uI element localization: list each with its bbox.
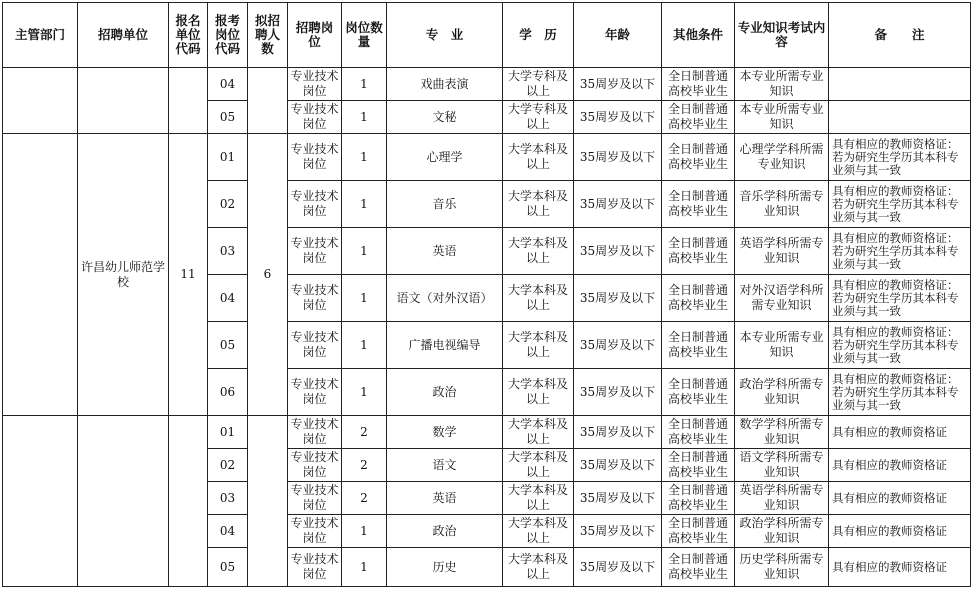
header-hire-count: 拟招聘人数 (248, 3, 288, 68)
notes-cell: 具有相应的教师资格证 (829, 515, 971, 548)
post-code-cell: 02 (208, 181, 248, 228)
exam-content-cell: 本专业所需专业知识 (735, 68, 829, 101)
quantity-cell: 1 (342, 101, 387, 134)
post-code-cell: 04 (208, 275, 248, 322)
notes-cell: 具有相应的教师资格证 (829, 482, 971, 515)
post-cell: 专业技术岗位 (288, 369, 342, 416)
header-notes: 备 注 (829, 3, 971, 68)
exam-content-cell: 对外汉语学科所需专业知识 (735, 275, 829, 322)
notes-cell: 具有相应的教师资格证：若为研究生学历其本科专业须与其一致 (829, 369, 971, 416)
table-row (3, 68, 971, 101)
table-row (3, 416, 971, 449)
post-code-cell: 05 (208, 548, 248, 587)
post-code-cell: 02 (208, 449, 248, 482)
post-code-cell: 05 (208, 101, 248, 134)
unit-code-cell: 11 (169, 134, 208, 416)
exam-content-cell: 音乐学科所需专业知识 (735, 181, 829, 228)
conditions-cell: 全日制普通高校毕业生 (662, 275, 735, 322)
quantity-cell: 1 (342, 134, 387, 181)
education-cell: 大学本科及以上 (503, 515, 574, 548)
header-unit: 招聘单位 (78, 3, 169, 68)
quantity-cell: 1 (342, 548, 387, 587)
quantity-cell: 1 (342, 369, 387, 416)
conditions-cell: 全日制普通高校毕业生 (662, 134, 735, 181)
exam-content-cell: 本专业所需专业知识 (735, 322, 829, 369)
notes-cell: 具有相应的教师资格证：若为研究生学历其本科专业须与其一致 (829, 275, 971, 322)
exam-content-cell: 政治学科所需专业知识 (735, 369, 829, 416)
header-exam-content: 专业知识考试内容 (735, 3, 829, 68)
major-cell: 数学 (387, 416, 503, 449)
age-cell: 35周岁及以下 (574, 275, 662, 322)
conditions-cell: 全日制普通高校毕业生 (662, 228, 735, 275)
conditions-cell: 全日制普通高校毕业生 (662, 548, 735, 587)
conditions-cell: 全日制普通高校毕业生 (662, 369, 735, 416)
table-body (3, 68, 971, 587)
quantity-cell: 1 (342, 515, 387, 548)
major-cell: 语文 (387, 449, 503, 482)
education-cell: 大学本科及以上 (503, 275, 574, 322)
exam-content-cell: 心理学学科所需专业知识 (735, 134, 829, 181)
conditions-cell: 全日制普通高校毕业生 (662, 449, 735, 482)
header-post: 招聘岗位 (288, 3, 342, 68)
notes-cell: 具有相应的教师资格证 (829, 416, 971, 449)
major-cell: 语文（对外汉语） (387, 275, 503, 322)
hire-count-cell (248, 416, 288, 587)
notes-cell: 具有相应的教师资格证：若为研究生学历其本科专业须与其一致 (829, 228, 971, 275)
quantity-cell: 2 (342, 449, 387, 482)
department-cell (3, 134, 78, 416)
post-code-cell: 01 (208, 416, 248, 449)
conditions-cell: 全日制普通高校毕业生 (662, 68, 735, 101)
header-age: 年龄 (574, 3, 662, 68)
notes-cell (829, 101, 971, 134)
education-cell: 大学专科及以上 (503, 68, 574, 101)
post-cell: 专业技术岗位 (288, 275, 342, 322)
hire-count-cell (248, 68, 288, 134)
major-cell: 戏曲表演 (387, 68, 503, 101)
header-conditions: 其他条件 (662, 3, 735, 68)
post-cell: 专业技术岗位 (288, 515, 342, 548)
post-cell: 专业技术岗位 (288, 181, 342, 228)
conditions-cell: 全日制普通高校毕业生 (662, 515, 735, 548)
quantity-cell: 1 (342, 68, 387, 101)
header-post-code: 报考岗位代码 (208, 3, 248, 68)
post-cell: 专业技术岗位 (288, 548, 342, 587)
department-cell (3, 68, 78, 134)
age-cell: 35周岁及以下 (574, 548, 662, 587)
age-cell: 35周岁及以下 (574, 181, 662, 228)
quantity-cell: 1 (342, 275, 387, 322)
recruitment-table (2, 2, 971, 587)
education-cell: 大学专科及以上 (503, 101, 574, 134)
header-row (3, 3, 971, 68)
post-cell: 专业技术岗位 (288, 228, 342, 275)
education-cell: 大学本科及以上 (503, 228, 574, 275)
major-cell: 广播电视编导 (387, 322, 503, 369)
post-code-cell: 05 (208, 322, 248, 369)
post-code-cell: 04 (208, 68, 248, 101)
notes-cell: 具有相应的教师资格证 (829, 449, 971, 482)
age-cell: 35周岁及以下 (574, 482, 662, 515)
education-cell: 大学本科及以上 (503, 181, 574, 228)
conditions-cell: 全日制普通高校毕业生 (662, 416, 735, 449)
post-code-cell: 01 (208, 134, 248, 181)
quantity-cell: 1 (342, 181, 387, 228)
education-cell: 大学本科及以上 (503, 416, 574, 449)
post-cell: 专业技术岗位 (288, 134, 342, 181)
header-major: 专 业 (387, 3, 503, 68)
unit-code-cell (169, 68, 208, 134)
major-cell: 音乐 (387, 181, 503, 228)
age-cell: 35周岁及以下 (574, 449, 662, 482)
age-cell: 35周岁及以下 (574, 68, 662, 101)
post-code-cell: 03 (208, 228, 248, 275)
age-cell: 35周岁及以下 (574, 515, 662, 548)
major-cell: 历史 (387, 548, 503, 587)
header-department: 主管部门 (3, 3, 78, 68)
unit-cell (78, 416, 169, 587)
post-code-cell: 06 (208, 369, 248, 416)
notes-cell: 具有相应的教师资格证 (829, 548, 971, 587)
quantity-cell: 1 (342, 228, 387, 275)
quantity-cell: 1 (342, 322, 387, 369)
age-cell: 35周岁及以下 (574, 369, 662, 416)
post-cell: 专业技术岗位 (288, 416, 342, 449)
exam-content-cell: 英语学科所需专业知识 (735, 482, 829, 515)
notes-cell: 具有相应的教师资格证：若为研究生学历其本科专业须与其一致 (829, 181, 971, 228)
unit-cell (78, 68, 169, 134)
notes-cell: 具有相应的教师资格证：若为研究生学历其本科专业须与其一致 (829, 322, 971, 369)
hire-count-cell: 6 (248, 134, 288, 416)
conditions-cell: 全日制普通高校毕业生 (662, 482, 735, 515)
exam-content-cell: 英语学科所需专业知识 (735, 228, 829, 275)
unit-code-cell (169, 416, 208, 587)
education-cell: 大学本科及以上 (503, 322, 574, 369)
post-code-cell: 03 (208, 482, 248, 515)
age-cell: 35周岁及以下 (574, 101, 662, 134)
education-cell: 大学本科及以上 (503, 482, 574, 515)
unit-cell: 许昌幼儿师范学校 (78, 134, 169, 416)
major-cell: 政治 (387, 369, 503, 416)
major-cell: 政治 (387, 515, 503, 548)
conditions-cell: 全日制普通高校毕业生 (662, 322, 735, 369)
age-cell: 35周岁及以下 (574, 416, 662, 449)
post-cell: 专业技术岗位 (288, 322, 342, 369)
notes-cell: 具有相应的教师资格证：若为研究生学历其本科专业须与其一致 (829, 134, 971, 181)
exam-content-cell: 政治学科所需专业知识 (735, 515, 829, 548)
post-cell: 专业技术岗位 (288, 101, 342, 134)
header-quantity: 岗位数量 (342, 3, 387, 68)
conditions-cell: 全日制普通高校毕业生 (662, 181, 735, 228)
education-cell: 大学本科及以上 (503, 548, 574, 587)
post-cell: 专业技术岗位 (288, 68, 342, 101)
exam-content-cell: 历史学科所需专业知识 (735, 548, 829, 587)
post-code-cell: 04 (208, 515, 248, 548)
exam-content-cell: 语文学科所需专业知识 (735, 449, 829, 482)
major-cell: 文秘 (387, 101, 503, 134)
age-cell: 35周岁及以下 (574, 228, 662, 275)
major-cell: 英语 (387, 228, 503, 275)
table-row (3, 134, 971, 181)
education-cell: 大学本科及以上 (503, 449, 574, 482)
post-cell: 专业技术岗位 (288, 482, 342, 515)
education-cell: 大学本科及以上 (503, 134, 574, 181)
quantity-cell: 2 (342, 482, 387, 515)
major-cell: 心理学 (387, 134, 503, 181)
conditions-cell: 全日制普通高校毕业生 (662, 101, 735, 134)
header-education: 学 历 (503, 3, 574, 68)
post-cell: 专业技术岗位 (288, 449, 342, 482)
exam-content-cell: 本专业所需专业知识 (735, 101, 829, 134)
age-cell: 35周岁及以下 (574, 134, 662, 181)
age-cell: 35周岁及以下 (574, 322, 662, 369)
exam-content-cell: 数学学科所需专业知识 (735, 416, 829, 449)
header-unit-code: 报名单位代码 (169, 3, 208, 68)
notes-cell (829, 68, 971, 101)
education-cell: 大学本科及以上 (503, 369, 574, 416)
major-cell: 英语 (387, 482, 503, 515)
department-cell (3, 416, 78, 587)
quantity-cell: 2 (342, 416, 387, 449)
